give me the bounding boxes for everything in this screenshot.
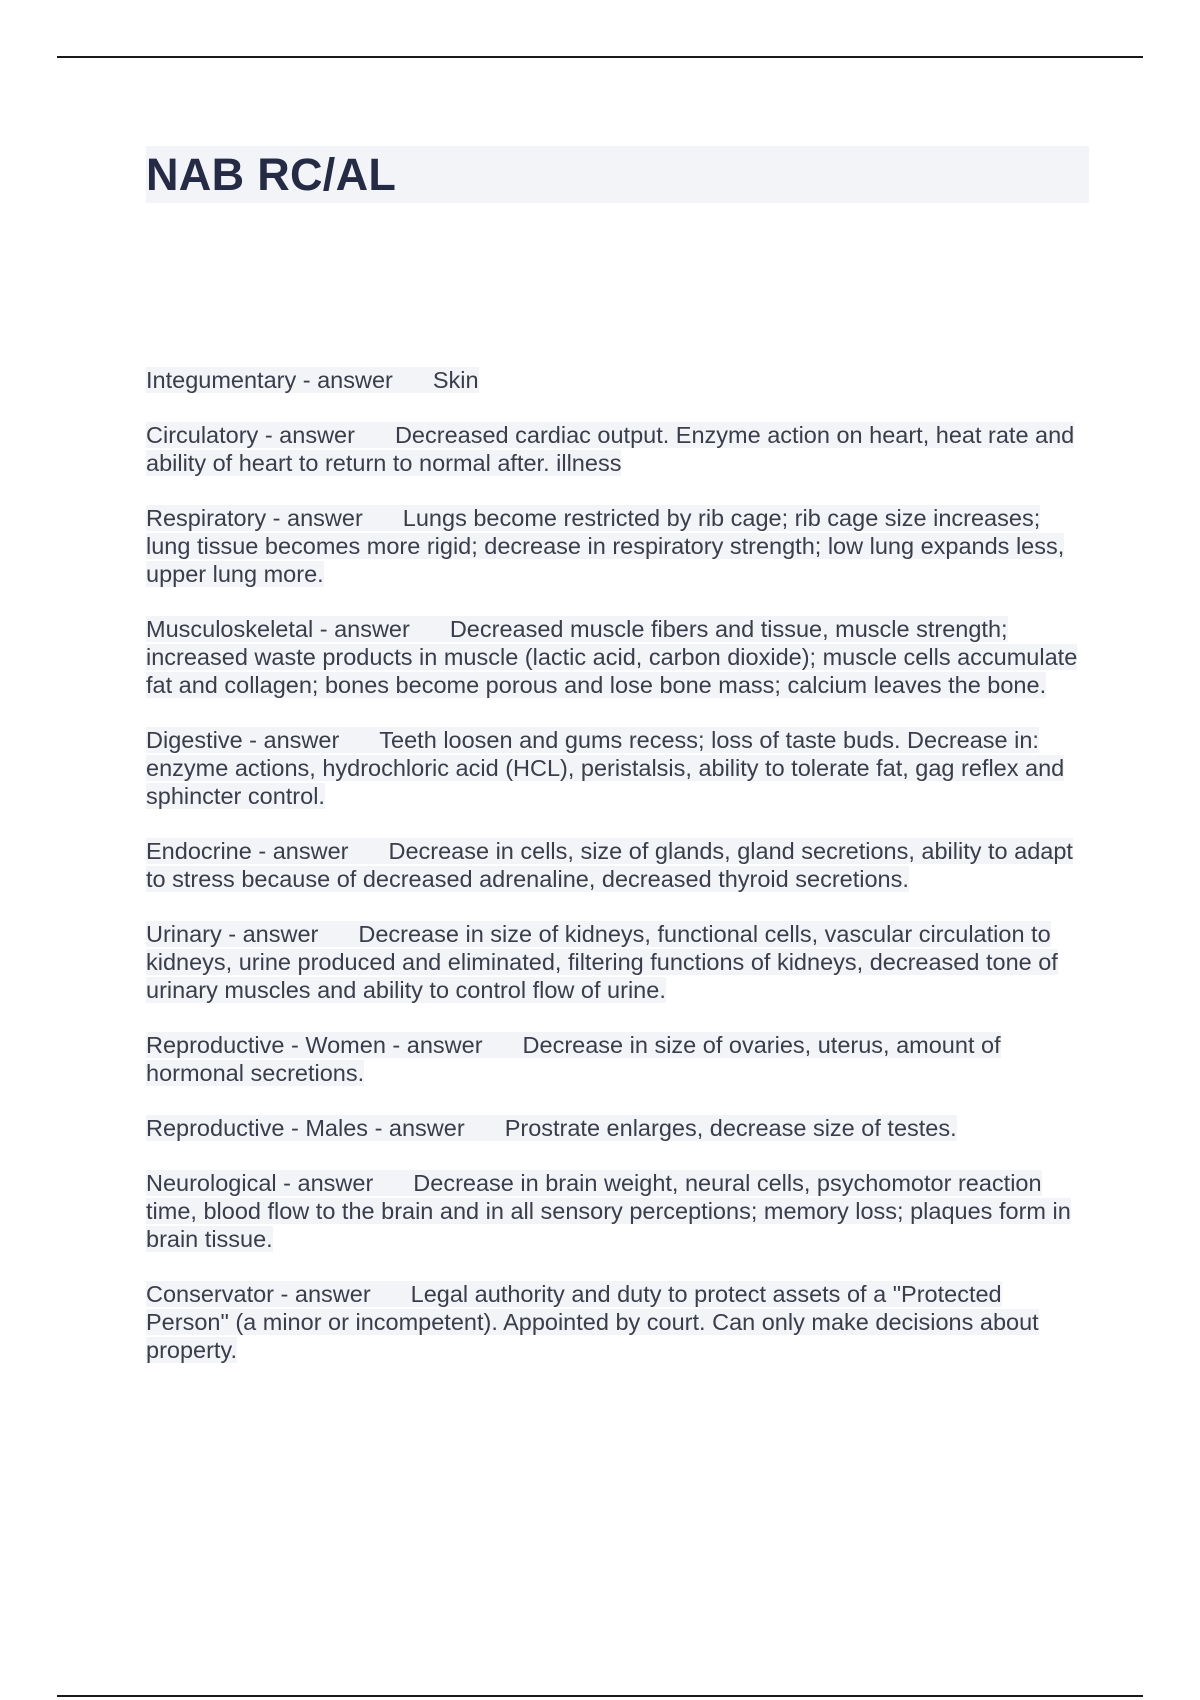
- top-rule: [57, 56, 1143, 58]
- qa-item-circulatory: [146, 421, 1089, 477]
- qa-item-reproductive-women: [146, 1031, 1089, 1087]
- qa-term: Urinary - answer: [146, 921, 319, 947]
- qa-item-urinary: [146, 920, 1089, 1004]
- qa-answer: Decrease in brain weight, neural cells, psychomotor reaction time, blood flow to the brain and in all sensory perceptions; memory loss; plaques form in brain tissue.: [146, 1170, 1071, 1252]
- qa-term: Reproductive - Women - answer: [146, 1032, 483, 1058]
- qa-term: Conservator - answer: [146, 1281, 371, 1307]
- qa-term: Neurological - answer: [146, 1170, 374, 1196]
- qa-term: Integumentary - answer: [146, 367, 393, 393]
- qa-answer: Legal authority and duty to protect assets of a "Protected Person" (a minor or incompetent). Appointed by court. Can only make decisions about property.: [146, 1281, 1039, 1363]
- qa-term: Circulatory - answer: [146, 422, 355, 448]
- qa-item-integumentary: [146, 366, 1089, 394]
- qa-item-reproductive-males: [146, 1114, 1089, 1142]
- page-title: NAB RC/AL: [146, 149, 397, 200]
- qa-item-neurological: [146, 1169, 1089, 1253]
- bottom-rule: [57, 1695, 1143, 1697]
- qa-term: Respiratory - answer: [146, 505, 363, 531]
- qa-item-respiratory: [146, 504, 1089, 588]
- qa-term: Musculoskeletal - answer: [146, 616, 410, 642]
- qa-list: [146, 366, 1089, 1391]
- qa-answer: Decreased muscle fibers and tissue, muscle strength; increased waste products in muscle (lactic acid, carbon dioxide); muscle cells accumulate fat and collagen; bones become porous and lose bone mass; calcium leaves the bone.: [146, 616, 1078, 698]
- qa-item-digestive: [146, 726, 1089, 810]
- qa-answer: Lungs become restricted by rib cage; rib cage size increases; lung tissue becomes more rigid; decrease in respiratory strength; low lung expands less, upper lung more.: [146, 505, 1065, 587]
- qa-answer: Decrease in cells, size of glands, gland secretions, ability to adapt to stress because of decreased adrenaline, decreased thyroid secretions.: [146, 838, 1073, 892]
- title-bar: [146, 146, 1089, 203]
- qa-term: Reproductive - Males - answer: [146, 1115, 465, 1141]
- qa-answer: Decrease in size of kidneys, functional cells, vascular circulation to kidneys, urine produced and eliminated, filtering functions of kidneys, decreased tone of urinary muscles and ability to control flow of urine.: [146, 921, 1058, 1003]
- qa-answer: Decrease in size of ovaries, uterus, amount of hormonal secretions.: [146, 1032, 1001, 1086]
- qa-answer: Decreased cardiac output. Enzyme action on heart, heat rate and ability of heart to return to normal after. illness: [146, 422, 1075, 476]
- qa-answer: Teeth loosen and gums recess; loss of taste buds. Decrease in: enzyme actions, hydrochloric acid (HCL), peristalsis, ability to tolerate fat, gag reflex and sphincter control.: [146, 727, 1065, 809]
- qa-item-musculoskeletal: [146, 615, 1089, 699]
- qa-term: Endocrine - answer: [146, 838, 349, 864]
- qa-answer: Prostrate enlarges, decrease size of testes.: [504, 1115, 957, 1141]
- qa-term: Digestive - answer: [146, 727, 340, 753]
- qa-item-conservator: [146, 1280, 1089, 1364]
- qa-answer: Skin: [432, 367, 479, 393]
- qa-item-endocrine: [146, 837, 1089, 893]
